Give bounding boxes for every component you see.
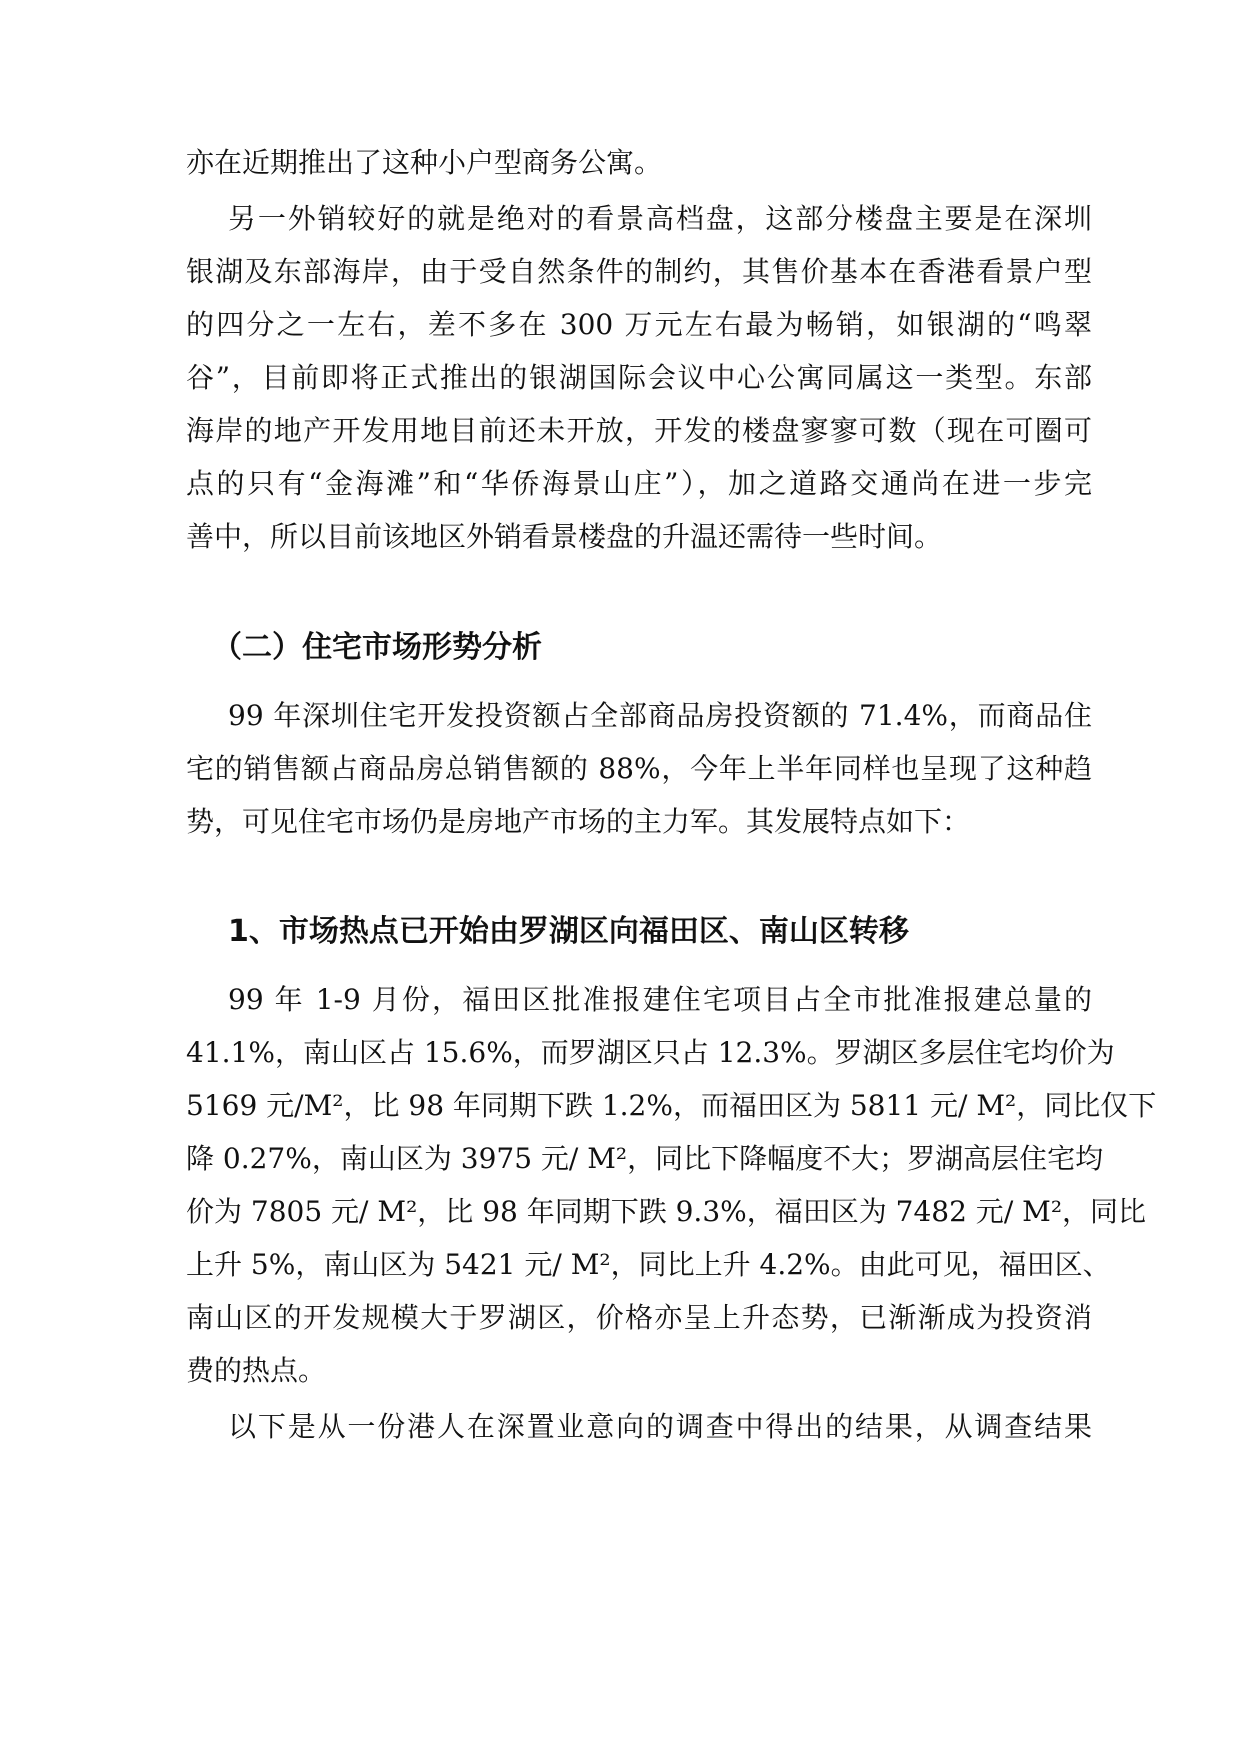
paragraph-line: 另一外销较好的就是绝对的看景高档盘，这部分楼盘主要是在深圳 (228, 202, 1092, 235)
paragraph-line: 降 0.27%，南山区为 3975 元/ M²，同比下降幅度不大；罗湖高层住宅均 (186, 1142, 1104, 1175)
paragraph-line: 41.1%，南山区占 15.6%，而罗湖区只占 12.3%。罗湖区多层住宅均价为 (186, 1036, 1115, 1069)
paragraph-line: 99 年 1-9 月份，福田区批准报建住宅项目占全市批准报建总量的 (228, 983, 1092, 1016)
paragraph-line: 5169 元/M²，比 98 年同期下跌 1.2%，而福田区为 5811 元/ M²，同比仅下 (186, 1089, 1157, 1122)
section-heading: （二）住宅市场形势分析 (212, 630, 542, 665)
paragraph-line: 以下是从一份港人在深置业意向的调查中得出的结果，从调查结果 (228, 1410, 1092, 1443)
paragraph-line: 价为 7805 元/ M²，比 98 年同期下跌 9.3%，福田区为 7482 元/ M²，同比 (186, 1195, 1147, 1228)
paragraph-line: 势，可见住宅市场仍是房地产市场的主力军。其发展特点如下： (186, 805, 971, 838)
paragraph-line: 宅的销售额占商品房总销售额的 88%，今年上半年同样也呈现了这种趋 (186, 752, 1092, 785)
subsection-heading: 1、市场热点已开始由罗湖区向福田区、南山区转移 (228, 914, 909, 949)
paragraph-line: 海岸的地产开发用地目前还未开放，开发的楼盘寥寥可数（现在可圈可 (186, 414, 1092, 447)
paragraph-line: 99 年深圳住宅开发投资额占全部商品房投资额的 71.4%，而商品住 (228, 699, 1092, 732)
paragraph-line: 南山区的开发规模大于罗湖区，价格亦呈上升态势，已渐渐成为投资消 (186, 1301, 1092, 1334)
paragraph-line: 点的只有“金海滩”和“华侨海景山庄”），加之道路交通尚在进一步完 (186, 467, 1092, 500)
paragraph-line: 上升 5%，南山区为 5421 元/ M²，同比上升 4.2%。由此可见，福田区、 (186, 1248, 1111, 1281)
paragraph-line: 费的热点。 (186, 1354, 327, 1387)
paragraph-line: 善中，所以目前该地区外销看景楼盘的升温还需待一些时间。 (186, 520, 943, 553)
paragraph-line: 亦在近期推出了这种小户型商务公寓。 (186, 146, 663, 179)
paragraph-line: 银湖及东部海岸，由于受自然条件的制约，其售价基本在香港看景户型 (186, 255, 1092, 288)
paragraph-line: 的四分之一左右，差不多在 300 万元左右最为畅销，如银湖的“鸣翠 (186, 308, 1092, 341)
paragraph-line: 谷”，目前即将正式推出的银湖国际会议中心公寓同属这一类型。东部 (186, 361, 1092, 394)
